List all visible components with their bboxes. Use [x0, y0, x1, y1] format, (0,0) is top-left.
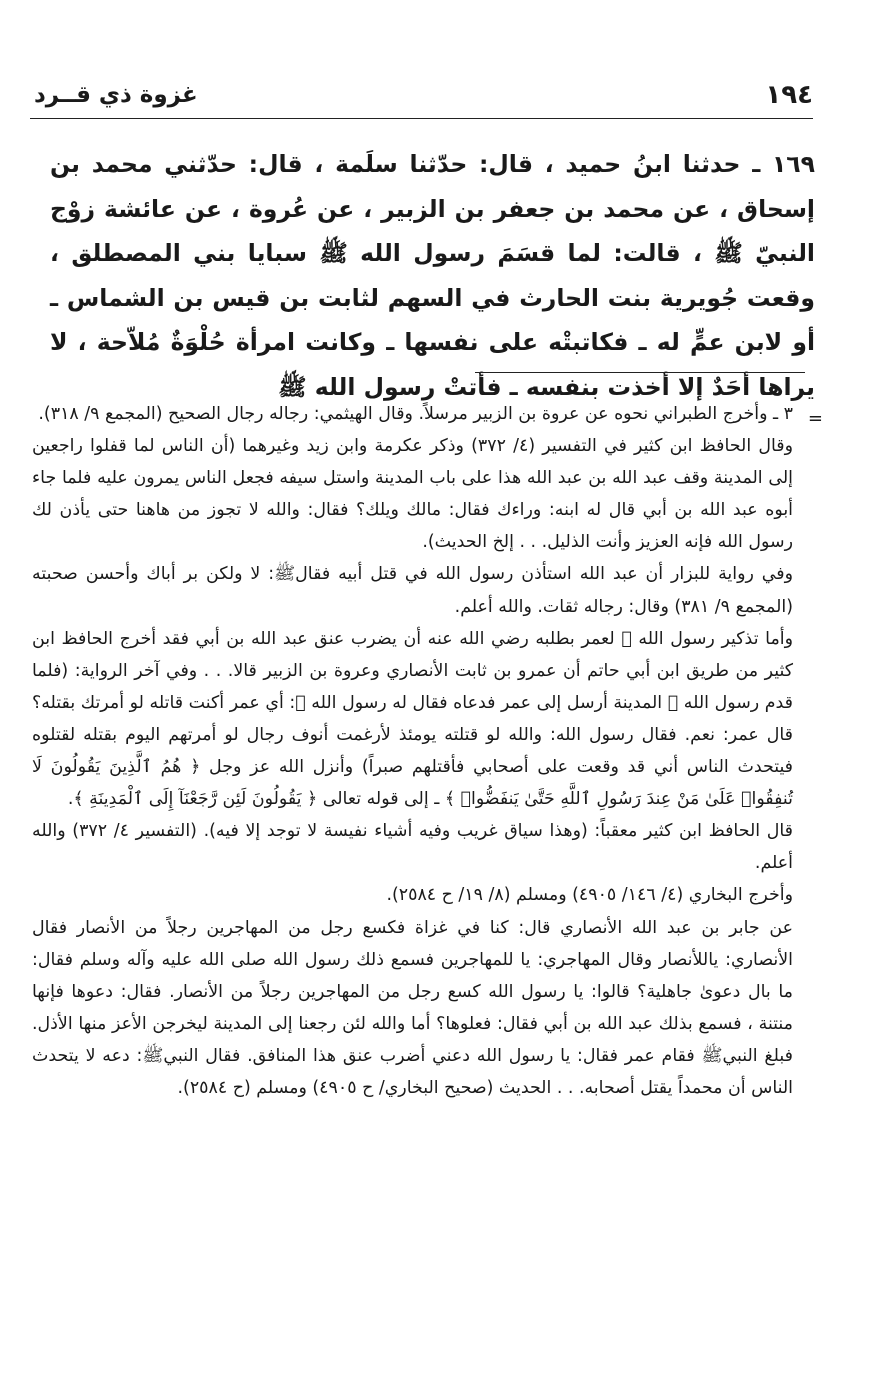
footnote-paragraph: قال الحافظ ابن كثير معقباً: (وهذا سياق غريب وفيه أشياء نفيسة لا توجد إلا فيه). (التفسير ٤/ ٣٧٢) والله أعلم.: [32, 821, 793, 874]
footnotes: [32, 398, 793, 1104]
page-number: ١٩٤: [765, 80, 813, 110]
footnote-paragraph: وفي رواية للبزار أن عبد الله استأذن رسول الله في قتل أبيه فقالﷺ: لا ولكن بر أباك وأحسن صحبته (المجمع ٩/ ٣٨١) وقال: رجاله ثقات. والله أعلم.: [32, 564, 793, 617]
footnote-paragraph: وأخرج البخاري (٤/ ١٤٦/ ٤٩٠٥) ومسلم (٨/ ١٩/ ح ٢٥٨٤).: [386, 885, 793, 906]
footnote-paragraph: عن جابر بن عبد الله الأنصاري قال: كنا في غزاة فكسع رجل من المهاجرين رجلاً من الأنصار فقال الأنصاري: ياللأنصار وقال المهاجري: يا للمهاجرين فسمع ذلك رسول الله صلى الله عليه وآله وسلم فقال: ما بال دعوىٰ جاهلية؟ قالوا: يا رسول الله كسع رجل من المهاجرين رجلاً من الأنصار. فقال: دعوها فإنها منتنة ، فسمع بذلك عبد الله بن أبي فقال: فعلوها؟ أما والله لئن رجعنا إلى المدينة ليخرجن الأعز منها الأذل. فبلغ النبيﷺ فقام عمر فقال: يا رسول الله دعني أضرب عنق هذا المنافق. فقال النبيﷺ: دعه لا يتحدث الناس أن محمداً يقتل أصحابه. . . الحديث (صحيح البخاري/ ح ٤٩٠٥) ومسلم (ح ٢٥٨٤).: [32, 917, 793, 1098]
running-title: غزوة ذي قــرد: [34, 82, 198, 108]
footnote-paragraph: وأما تذكير رسول الله ﷺ لعمر بطلبه رضي الله عنه أن يضرب عنق عبد الله بن أبي فقد أخرج الحافظ ابن كثير من طريق ابن أبي حاتم أن عمرو بن ثابت الأنصاري وعروة بن الزبير قالا. . . وفي آخر الرواية: (فلما قدم رسول الله ﷺ المدينة أرسل إلى عمر فدعاه فقال له رسول الله ﷺ: أي عمر أكنت قاتله لو أمرتك بقتله؟ قال عمر: نعم. فقال رسول الله: والله لو قتلته يومئذ لأرغمت أنوف رجال لو أمرتهم اليوم بقتله لقتلوه فيتحدث الناس أني قد وقعت على أصحابي فأقتلهم صبراً) وأنزل الله عز وجل ﴿ هُمُ ٱلَّذِينَ يَقُولُونَ لَا تُنفِقُوا۟ عَلَىٰ مَنْ عِندَ رَسُولِ ٱللَّهِ حَتَّىٰ يَنفَضُّوا۟ ﴾ ـ إلى قوله تعالى ﴿ يَقُولُونَ لَئِن رَّجَعْنَآ إِلَى ٱلْمَدِينَةِ ﴾.: [32, 628, 793, 810]
footnote-continuation-mark: =: [807, 408, 823, 429]
footnote-separator: [475, 372, 805, 373]
page-header: [34, 78, 813, 118]
footnote-paragraph: ٣ ـ وأخرج الطبراني نحوه عن عروة بن الزبير مرسلاً. وقال الهيثمي: رجاله رجال الصحيح (المجمع ٩/ ٣١٨).: [38, 404, 793, 424]
footnote-paragraph: وقال الحافظ ابن كثير في التفسير (٤/ ٣٧٢) وذكر عكرمة وابن زيد وغيرهما (أن الناس لما قفلوا راجعين إلى المدينة وقف عبد الله بن عبد الله هذا على باب المدينة واستل سيفه فجعل الناس يمرون عليه فلما جاء أبوه عبد الله بن أبي قال له ابنه: وراءك فقال: مالك ويلك؟ فقال: والله لا تجوز من هاهنا حتى يأذن لك رسول الله فإنه العزيز وأنت الذليل. . . إلخ الحديث).: [32, 436, 793, 553]
main-text: [50, 142, 815, 409]
header-rule: [30, 118, 813, 119]
hadith-paragraph: ١٦٩ ـ حدثنا ابنُ حميد ، قال: حدّثنا سلَمة ، قال: حدّثني محمد بن إسحاق ، عن محمد بن جعفر بن الزبير ، عن عُروة ، عن عائشة زوْج النبيّ ﷺ ، قالت: لما قسَمَ رسول الله ﷺ سبايا بني المصطلق ، وقعت جُويرية بنت الحارث في السهم لثابت بن قيس بن الشماس ـ أو لابن عمٍّ له ـ فكاتبتْه على نفسها ـ وكانت امرأة حُلْوَةٌ مُلاّحة ، لا يراها أحَدٌ إلا أخذت بنفسه ـ فأتتْ رسول الله ﷺ: [50, 150, 815, 401]
